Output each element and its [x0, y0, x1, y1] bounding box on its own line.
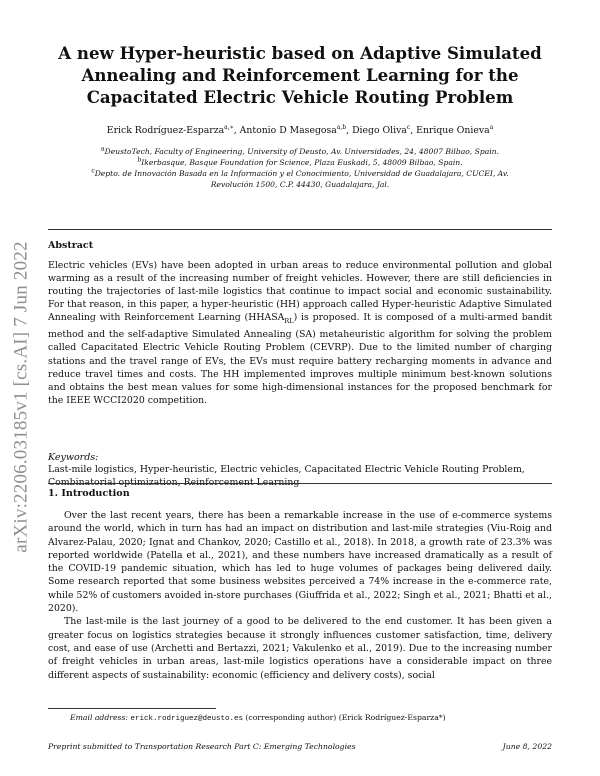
author-sup: a,b	[336, 123, 347, 131]
arxiv-stamp	[2, 212, 42, 582]
author-name: Diego Oliva	[352, 125, 407, 136]
author-sup: a	[489, 123, 494, 131]
abstract-heading: Abstract	[48, 240, 94, 251]
section-heading: 1. Introduction	[48, 488, 130, 499]
paragraph: Over the last recent years, there has been a remarkable increase in the use of e-commerce systems around the world, which in turn has had an impact on distribution and last-mile strategies (Viu-Roig and Alvarez-Palau, 2020; Ignat and Chankov, 2020; Castillo et al., 2018). In 2018, a growth rate of 23.3% was reported worldwide (Patella et al., 2021), and these numbers have increased dramatically as a result of the COVID-19 pandemic situation, which has led to huge volumes of packages being delivered daily. Some research reported that some business websites perceived a 74% increase in the e-commerce rate, while 52% of customers avoided in-store purchases (Giuffrida et al., 2022; Singh et al., 2021; Bhatti et al., 2020).	[48, 510, 552, 615]
footnote	[70, 713, 446, 724]
footer-venue: Preprint submitted to Transportation Research Part C: Emerging Technologies	[48, 742, 356, 751]
footnote-email[interactable]: erick.rodriguez@deusto.es	[130, 715, 243, 723]
abstract-text-cont: ) is proposed. It is composed of a multi-armed bandit method and the self-adaptive Simulated Annealing (SA) metaheuristic algorithm for solving the problem called Capacitated Electric Vehicle Routing Problem (CEVRP). Due to the limited number of charging stations and the travel range of EVs, the EVs must require battery recharging moments in advance and reduce travel times and costs. The HH implemented improves multiple minimum best-known solutions and obtains the best mean values for some high-dimensional instances for the proposed benchmark for the IEEE WCCI2020 competition.	[48, 312, 552, 406]
affiliation-text: Revolución 1500, C.P. 44430, Guadalajara, Jal.	[210, 180, 390, 189]
affiliation-sup: a	[101, 145, 105, 153]
author-name: Antonio D Masegosa	[239, 125, 337, 136]
abstract-bottom-rule	[48, 483, 552, 484]
page-footer	[48, 742, 552, 751]
footer-date: June 8, 2022	[502, 742, 552, 751]
affiliation-text: Depto. de Innovación Basada en la Información y el Conocimiento, Universidad de Guadalajara, CUCEI, Av.	[94, 169, 509, 178]
affiliation-sup: b	[137, 156, 142, 164]
footnote-rule	[48, 708, 216, 709]
author-list: Erick Rodríguez-Esparza$^{a,∗}$, Antonio D Masegosa$^{a,b}$, Diego Oliva$^c$, Enrique Onieva$^a$	[106, 123, 494, 136]
abstract-top-rule	[48, 229, 552, 230]
abstract-text: Electric vehicles (EVs) have been adopted in urban areas to reduce environmental pollution and global warming as a result of the increasing number of freight vehicles. However, there are still deficiencies in routing the trajectories of last-mile logistics that continue to impact social and economic sustainability. For that reason, in this paper, a hyper-heuristic (HH) approach called Hyper-heuristic Adaptive Simulated Annealing with Reinforcement Learning (HHASA	[48, 260, 552, 324]
affiliation-text: Ikerbasque, Basque Foundation for Science, Plaza Euskadi, 5, 48009 Bilbao, Spain.	[141, 158, 463, 167]
affiliation-sup: c	[91, 167, 95, 175]
keywords-body: Last-mile logistics, Hyper-heuristic, Electric vehicles, Capacitated Electric Vehicle Routing Problem, Combinatorial optimization, Reinforcement Learning	[48, 464, 525, 489]
keywords-heading: Keywords:	[48, 452, 99, 463]
author-sup: a,∗	[224, 123, 234, 131]
paper-title: A new Hyper-heuristic based on Adaptive Simulated Annealing and Reinforcement Learning for the Capacitated Electric Vehicle Routing Problem	[58, 43, 542, 107]
introduction-body	[48, 509, 552, 682]
arxiv-stamp-text: arXiv:2206.03185v1 [cs.AI] 7 Jun 2022	[11, 241, 32, 553]
author-name: Erick Rodríguez-Esparza	[106, 125, 225, 136]
paragraph: The last-mile is the last journey of a good to be delivered to the end customer. It has been given a greater focus on logistics strategies because it strongly influences customer satisfaction, time, delivery cost, and ease of use (Archetti and Bertazzi, 2021; Vakulenko et al., 2019). Due to the increasing number of freight vehicles in urban areas, last-mile logistics operations have a considerable impact on three different aspects of sustainability: economic (efficiency and delivery costs), social	[48, 616, 552, 681]
affiliation-line	[48, 179, 552, 190]
affiliation-line	[48, 168, 552, 179]
author-sup: c	[406, 123, 411, 131]
affiliation-line	[48, 146, 552, 157]
affiliation-text: DeustoTech, Faculty of Engineering, University of Deusto, Av. Universidades, 24, 48007 Bilbao, Spain.	[104, 147, 499, 156]
author-name: Enrique Onieva	[416, 125, 490, 136]
abstract-body	[48, 259, 552, 407]
footnote-label: Email address:	[70, 713, 128, 722]
footnote-note: (corresponding author) (Erick Rodríguez-Esparza*)	[245, 713, 446, 722]
abstract-subscript: RL	[284, 317, 294, 326]
affiliations	[48, 146, 552, 190]
affiliation-line	[48, 157, 552, 168]
